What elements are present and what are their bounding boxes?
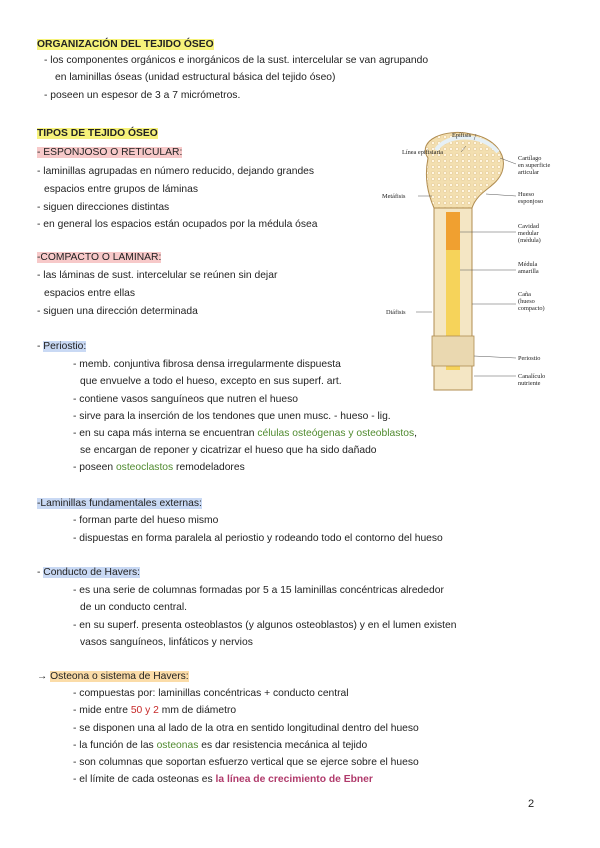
subtitle-osteona: → Osteona o sistema de Havers: [37, 671, 189, 682]
periosteum-band [432, 336, 474, 366]
subtitle-esponjoso: - ESPONJOSO O RETICULAR: [37, 147, 183, 158]
label-cana-2: (hueso [518, 298, 535, 305]
text-line: - mide entre 50 y 2 mm de diámetro [73, 705, 237, 716]
text-line: - poseen un espesor de 3 a 7 micrómetros. [44, 90, 241, 101]
subtitle-havers: - Conducto de Havers: [37, 567, 141, 578]
text-line: - sirve para la inserción de los tendones que unen musc. - hueso - lig. [73, 411, 391, 422]
label-cavidad-3: (médula) [518, 237, 541, 244]
label-canaliculo-1: Canalículo [518, 373, 546, 380]
section-title-tipos: TIPOS DE TEJIDO ÓSEO [37, 128, 158, 139]
text-line: - laminillas agrupadas en número reducido, dejando grandes [37, 166, 315, 177]
label-linea-epifisiaria: Línea epifisiaria [402, 149, 444, 156]
text-line: en laminillas óseas (unidad estructural básica del tejido óseo) [55, 72, 336, 83]
label-cana-3: compacto) [518, 305, 545, 312]
text-line: - en su superf. presenta osteoblastos (y algunos osteoblastos) y en el lumen existen [73, 620, 457, 631]
text-line: - siguen una dirección determinada [37, 306, 198, 317]
text-line: - el límite de cada osteonas es la línea de crecimiento de Ebner [73, 774, 373, 785]
subtitle-compacto: -COMPACTO O LAMINAR: [37, 252, 162, 263]
text-line: - siguen direcciones distintas [37, 202, 170, 213]
text-line: de un conducto central. [80, 602, 188, 613]
text-line: se encargan de reponer y cicatrizar el hueso que ha sido dañado [80, 445, 377, 456]
label-cavidad-2: medular [518, 230, 539, 237]
text-line: - memb. conjuntiva fibrosa densa irregularmente dispuesta [73, 359, 341, 370]
label-cartilago-1: Cartílago [518, 155, 542, 162]
text-line: - compuestas por: laminillas concéntricas + conducto central [73, 688, 349, 699]
text-line: - dispuestas en forma paralela al periostio y rodeando todo el contorno del hueso [73, 533, 443, 544]
text-line: - los componentes orgánicos e inorgánicos de la sust. intercelular se van agrupando [44, 55, 429, 66]
text-line: espacios entre grupos de láminas [44, 184, 198, 195]
label-cartilago-2: en superficie [518, 162, 551, 169]
text-line: - contiene vasos sanguíneos que nutren el hueso [73, 394, 298, 405]
label-hueso-1: Hueso [518, 191, 535, 198]
page-number: 2 [528, 798, 535, 810]
label-hueso-2: esponjoso [518, 198, 544, 205]
subtitle-laminillas: -Laminillas fundamentales externas: [37, 498, 202, 509]
text-line: - forman parte del hueso mismo [73, 515, 219, 526]
bone-diagram [376, 128, 556, 398]
text-line: - en general los espacios están ocupados por la médula ósea [37, 219, 318, 230]
label-epifisis: Epífisis [452, 132, 472, 139]
section-title-organizacion: ORGANIZACIÓN DEL TEJIDO ÓSEO [37, 39, 214, 50]
text-line: - poseen osteoclastos remodeladores [73, 462, 245, 473]
label-diafisis: Diáfisis [386, 309, 406, 316]
text-line: vasos sanguíneos, linfáticos y nervios [80, 637, 253, 648]
label-cartilago-3: articular [518, 169, 539, 176]
text-line: - se disponen una al lado de la otra en sentido longitudinal dentro del hueso [73, 723, 419, 734]
label-canaliculo-2: nutriente [518, 380, 541, 387]
text-line: - en su capa más interna se encuentran células osteógenas y osteoblastos, [73, 428, 418, 439]
label-cana-1: Caña [518, 291, 531, 298]
text-line: espacios entre ellas [44, 288, 136, 299]
label-periostio: Periostio [518, 355, 541, 362]
text-line: - es una serie de columnas formadas por 5 a 15 laminillas concéntricas alrededor [73, 585, 444, 596]
medullary-cavity [446, 212, 460, 250]
text-line: que envuelve a todo el hueso, excepto en sus superf. art. [80, 376, 342, 387]
text-line: - las láminas de sust. intercelular se reúnen sin dejar [37, 270, 278, 281]
subtitle-periostio: - Periostio: [37, 341, 87, 352]
label-medula-1: Médula [518, 261, 538, 268]
label-metafisis: Metáfisis [382, 193, 406, 200]
text-line: - son columnas que soportan esfuerzo vertical que se ejerce sobre el hueso [73, 757, 419, 768]
label-cavidad-1: Cavidad [518, 223, 539, 230]
label-medula-2: amarilla [518, 268, 539, 275]
text-line: - la función de las osteonas es dar resistencia mecánica al tejido [73, 740, 368, 751]
